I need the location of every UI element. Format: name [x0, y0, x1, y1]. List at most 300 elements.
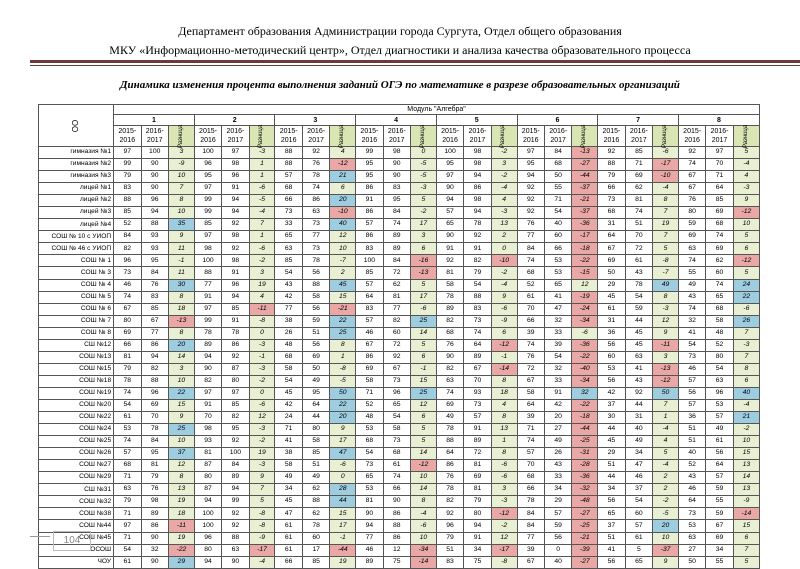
value-cell: 49: [625, 436, 652, 448]
diff-cell: -2: [491, 267, 517, 279]
value-cell: 90: [356, 508, 383, 520]
value-cell: 88: [302, 496, 329, 508]
value-cell: 41: [275, 436, 302, 448]
value-cell: 39: [517, 412, 544, 424]
diff-cell: -9: [168, 159, 194, 171]
value-cell: 69: [302, 351, 329, 363]
table-row: [39, 183, 760, 195]
value-cell: 94: [356, 520, 383, 532]
value-cell: 37: [598, 399, 625, 411]
value-cell: 71: [114, 508, 141, 520]
value-cell: 74: [383, 219, 410, 231]
value-cell: 69: [706, 532, 733, 544]
diff-header: Разница: [572, 126, 598, 147]
value-cell: 94: [194, 496, 221, 508]
value-cell: 72: [625, 243, 652, 255]
value-cell: 100: [222, 448, 249, 460]
value-cell: 52: [517, 279, 544, 291]
value-cell: 58: [517, 387, 544, 399]
value-cell: 76: [141, 279, 168, 291]
diff-cell: 7: [653, 231, 679, 243]
value-cell: 94: [222, 195, 249, 207]
value-cell: 83: [356, 243, 383, 255]
value-cell: 54: [114, 399, 141, 411]
diff-cell: -36: [572, 219, 598, 231]
value-cell: 80: [114, 315, 141, 327]
value-cell: 78: [302, 171, 329, 183]
value-cell: 73: [464, 315, 491, 327]
diff-cell: 1: [653, 412, 679, 424]
value-cell: 75: [464, 556, 491, 568]
value-cell: 99: [194, 207, 221, 219]
diff-cell: -6: [733, 303, 759, 315]
value-cell: 47: [625, 460, 652, 472]
diff-cell: 19: [653, 219, 679, 231]
value-cell: 51: [678, 424, 705, 436]
value-cell: 97: [194, 303, 221, 315]
value-cell: 57: [678, 375, 705, 387]
school-name: СОШ №29: [39, 472, 114, 484]
diff-cell: 0: [249, 327, 275, 339]
value-cell: 53: [706, 399, 733, 411]
diff-cell: -39: [572, 544, 598, 556]
value-cell: 88: [194, 267, 221, 279]
value-cell: 58: [275, 363, 302, 375]
value-cell: 84: [114, 231, 141, 243]
diff-cell: 8: [653, 291, 679, 303]
table-row: [39, 327, 760, 339]
value-cell: 92: [222, 520, 249, 532]
table-row: [39, 363, 760, 375]
value-cell: 98: [194, 243, 221, 255]
value-cell: 89: [436, 303, 463, 315]
diff-cell: 5: [653, 243, 679, 255]
diff-cell: 18: [491, 387, 517, 399]
value-cell: 80: [194, 544, 221, 556]
diff-cell: 10: [168, 207, 194, 219]
value-cell: 63: [436, 375, 463, 387]
value-cell: 90: [141, 171, 168, 183]
value-cell: 94: [436, 195, 463, 207]
value-cell: 96: [222, 171, 249, 183]
value-cell: 94: [141, 351, 168, 363]
diff-cell: -6: [653, 147, 679, 159]
diff-cell: 12: [249, 412, 275, 424]
value-cell: 30: [598, 412, 625, 424]
diff-cell: -17: [572, 231, 598, 243]
value-cell: 51: [598, 532, 625, 544]
diff-cell: 1: [330, 351, 356, 363]
diff-cell: -27: [572, 508, 598, 520]
value-cell: 73: [678, 508, 705, 520]
value-cell: 68: [706, 219, 733, 231]
value-cell: 78: [517, 496, 544, 508]
table-row: [39, 460, 760, 472]
value-cell: 61: [383, 460, 410, 472]
value-cell: 50: [544, 171, 571, 183]
value-cell: 96: [194, 532, 221, 544]
table-row: [39, 339, 760, 351]
diff-cell: -3: [491, 496, 517, 508]
value-cell: 99: [114, 159, 141, 171]
value-cell: 93: [464, 387, 491, 399]
diff-cell: 10: [410, 532, 436, 544]
value-cell: 50: [598, 267, 625, 279]
year-header: 2016-2017: [464, 126, 491, 147]
value-cell: 66: [517, 315, 544, 327]
value-cell: 79: [598, 171, 625, 183]
value-cell: 70: [194, 412, 221, 424]
school-name: СОШ № 10 с УИОП: [39, 231, 114, 243]
value-cell: 96: [141, 387, 168, 399]
value-cell: 74: [625, 207, 652, 219]
diff-cell: 0: [330, 472, 356, 484]
value-cell: 58: [356, 375, 383, 387]
value-cell: 70: [141, 412, 168, 424]
diff-cell: -2: [249, 375, 275, 387]
diff-cell: -8: [653, 255, 679, 267]
value-cell: 97: [706, 147, 733, 159]
diff-cell: 17: [330, 436, 356, 448]
school-name: СОШ № 8: [39, 327, 114, 339]
value-cell: 34: [598, 484, 625, 496]
diff-cell: 11: [168, 267, 194, 279]
diff-cell: -27: [572, 159, 598, 171]
value-cell: 37: [625, 484, 652, 496]
value-cell: 90: [383, 496, 410, 508]
diff-cell: -31: [572, 448, 598, 460]
value-cell: 77: [517, 532, 544, 544]
value-cell: 45: [625, 327, 652, 339]
value-cell: 50: [302, 363, 329, 375]
value-cell: 53: [544, 255, 571, 267]
value-cell: 27: [544, 424, 571, 436]
value-cell: 81: [383, 291, 410, 303]
value-cell: 90: [436, 231, 463, 243]
value-cell: 98: [464, 147, 491, 159]
value-cell: 86: [141, 520, 168, 532]
diff-cell: -2: [410, 207, 436, 219]
value-cell: 85: [625, 147, 652, 159]
value-cell: 29: [598, 279, 625, 291]
diff-cell: 1: [249, 159, 275, 171]
value-cell: 45: [275, 387, 302, 399]
value-cell: 91: [544, 387, 571, 399]
diff-cell: 20: [168, 339, 194, 351]
value-cell: 74: [678, 303, 705, 315]
value-cell: 92: [222, 436, 249, 448]
year-header: 2016-2017: [625, 126, 652, 147]
diff-cell: 15: [733, 448, 759, 460]
table-row: [39, 424, 760, 436]
value-cell: 60: [383, 327, 410, 339]
page-number: 104: [53, 531, 91, 551]
diff-cell: 5: [733, 231, 759, 243]
diff-cell: 8: [653, 195, 679, 207]
value-cell: 74: [517, 339, 544, 351]
diff-cell: 13: [491, 219, 517, 231]
value-cell: 96: [141, 195, 168, 207]
diff-cell: -13: [410, 267, 436, 279]
value-cell: 94: [222, 207, 249, 219]
diff-cell: 6: [733, 375, 759, 387]
value-cell: 57: [625, 520, 652, 532]
value-cell: 70: [625, 231, 652, 243]
value-cell: 65: [706, 291, 733, 303]
value-cell: 56: [678, 387, 705, 399]
value-cell: 31: [625, 412, 652, 424]
value-cell: 92: [464, 231, 491, 243]
diff-cell: -17: [249, 544, 275, 556]
value-cell: 68: [706, 303, 733, 315]
value-cell: 68: [517, 472, 544, 484]
value-cell: 57: [678, 399, 705, 411]
value-cell: 92: [302, 147, 329, 159]
value-cell: 71: [544, 195, 571, 207]
value-cell: 52: [356, 399, 383, 411]
value-cell: 47: [275, 508, 302, 520]
value-cell: 73: [383, 375, 410, 387]
diff-cell: -37: [572, 183, 598, 195]
value-cell: 90: [141, 183, 168, 195]
diff-cell: 8: [168, 327, 194, 339]
value-cell: 26: [275, 327, 302, 339]
diff-cell: 19: [168, 496, 194, 508]
value-cell: 91: [194, 399, 221, 411]
diff-cell: -6: [249, 243, 275, 255]
school-name: СОШ №26: [39, 448, 114, 460]
value-cell: 64: [678, 496, 705, 508]
task-header: 1: [114, 115, 195, 126]
value-cell: 81: [436, 267, 463, 279]
diff-cell: -6: [572, 327, 598, 339]
diff-cell: -5: [410, 159, 436, 171]
value-cell: 71: [114, 532, 141, 544]
value-cell: 49: [678, 279, 705, 291]
value-cell: 83: [464, 303, 491, 315]
value-cell: 60: [302, 532, 329, 544]
value-cell: 69: [141, 399, 168, 411]
diff-cell: 5: [249, 496, 275, 508]
diff-cell: 4: [330, 147, 356, 159]
diff-cell: -4: [249, 207, 275, 219]
value-cell: 52: [706, 339, 733, 351]
value-cell: 77: [356, 532, 383, 544]
value-cell: 90: [141, 532, 168, 544]
value-cell: 96: [706, 387, 733, 399]
diff-cell: 40: [330, 219, 356, 231]
value-cell: 78: [194, 327, 221, 339]
diff-cell: -17: [653, 159, 679, 171]
value-cell: 46: [356, 544, 383, 556]
value-cell: 57: [275, 171, 302, 183]
school-name: СОШ №45: [39, 532, 114, 544]
value-cell: 54: [625, 291, 652, 303]
value-cell: 50: [678, 556, 705, 568]
value-cell: 52: [114, 219, 141, 231]
value-cell: 40: [544, 556, 571, 568]
value-cell: 53: [598, 363, 625, 375]
value-cell: 46: [114, 279, 141, 291]
value-cell: 68: [544, 159, 571, 171]
diff-cell: 17: [330, 520, 356, 532]
value-cell: 74: [302, 183, 329, 195]
table-row: [39, 267, 760, 279]
value-cell: 86: [436, 460, 463, 472]
diff-cell: 5: [653, 448, 679, 460]
value-cell: 82: [464, 255, 491, 267]
diff-cell: 4: [653, 436, 679, 448]
value-cell: 81: [114, 351, 141, 363]
diff-cell: 15: [410, 375, 436, 387]
diff-cell: 5: [733, 147, 759, 159]
value-cell: 42: [275, 291, 302, 303]
value-cell: 56: [598, 496, 625, 508]
value-cell: 80: [678, 207, 705, 219]
value-cell: 74: [114, 291, 141, 303]
diff-cell: 15: [330, 291, 356, 303]
value-cell: 36: [598, 327, 625, 339]
diff-cell: 17: [410, 219, 436, 231]
value-cell: 43: [678, 472, 705, 484]
diff-cell: -8: [249, 315, 275, 327]
value-cell: 63: [625, 351, 652, 363]
value-cell: 86: [302, 195, 329, 207]
value-cell: 84: [222, 460, 249, 472]
diff-cell: 25: [410, 387, 436, 399]
diff-cell: 22: [733, 291, 759, 303]
value-cell: 77: [194, 279, 221, 291]
diff-cell: 8: [410, 496, 436, 508]
diff-header: Разница: [653, 126, 679, 147]
value-cell: 99: [194, 315, 221, 327]
year-header: 2015-2016: [598, 126, 625, 147]
diff-cell: -6: [330, 460, 356, 472]
year-header: 2016-2017: [302, 126, 329, 147]
diff-cell: 49: [653, 279, 679, 291]
value-cell: 85: [194, 219, 221, 231]
value-cell: 63: [114, 484, 141, 496]
diff-cell: 2: [653, 472, 679, 484]
diff-cell: -3: [249, 147, 275, 159]
value-cell: 34: [706, 544, 733, 556]
table-row: [39, 171, 760, 183]
value-cell: 57: [706, 412, 733, 424]
value-cell: 84: [517, 520, 544, 532]
value-cell: 81: [464, 460, 491, 472]
value-cell: 40: [625, 424, 652, 436]
value-cell: 90: [383, 159, 410, 171]
diff-cell: 44: [330, 496, 356, 508]
value-cell: 85: [114, 207, 141, 219]
diff-cell: -7: [653, 267, 679, 279]
table-row: [39, 472, 760, 484]
school-name: гимназия №1: [39, 147, 114, 159]
diff-cell: 21: [733, 412, 759, 424]
diff-cell: 12: [168, 460, 194, 472]
diff-cell: -16: [410, 255, 436, 267]
value-cell: 66: [598, 183, 625, 195]
diff-cell: 10: [733, 219, 759, 231]
value-cell: 69: [464, 472, 491, 484]
value-cell: 62: [302, 508, 329, 520]
value-cell: 80: [706, 351, 733, 363]
value-cell: 33: [544, 472, 571, 484]
diff-cell: 10: [330, 243, 356, 255]
diff-cell: 37: [168, 448, 194, 460]
value-cell: 94: [194, 351, 221, 363]
value-cell: 86: [356, 207, 383, 219]
diff-cell: 2: [653, 484, 679, 496]
value-cell: 97: [114, 520, 141, 532]
value-cell: 55: [678, 267, 705, 279]
value-cell: 89: [464, 351, 491, 363]
value-cell: 72: [464, 448, 491, 460]
value-cell: 44: [598, 424, 625, 436]
value-cell: 92: [222, 508, 249, 520]
value-cell: 77: [141, 327, 168, 339]
year-header: 2016-2017: [383, 126, 410, 147]
school-name: СОШ № 1: [39, 255, 114, 267]
value-cell: 89: [383, 231, 410, 243]
value-cell: 63: [678, 532, 705, 544]
diff-header: Разница: [249, 126, 275, 147]
diff-cell: -3: [653, 303, 679, 315]
diff-header: Разница: [168, 126, 194, 147]
value-cell: 85: [141, 303, 168, 315]
value-cell: 63: [302, 207, 329, 219]
value-cell: 57: [356, 279, 383, 291]
diff-cell: 19: [168, 532, 194, 544]
diff-cell: -8: [330, 363, 356, 375]
diff-cell: 5: [410, 195, 436, 207]
value-cell: 97: [517, 147, 544, 159]
value-cell: 97: [194, 231, 221, 243]
value-cell: 79: [141, 472, 168, 484]
value-cell: 88: [141, 219, 168, 231]
diff-cell: -2: [653, 496, 679, 508]
task-header: 4: [356, 115, 437, 126]
diff-cell: 7: [249, 219, 275, 231]
value-cell: 46: [678, 484, 705, 496]
value-cell: 78: [222, 327, 249, 339]
value-cell: 92: [436, 255, 463, 267]
value-cell: 85: [275, 255, 302, 267]
header-rule-thin: [30, 65, 800, 66]
school-name: лицей №2: [39, 195, 114, 207]
diff-cell: 14: [410, 448, 436, 460]
school-name: СОШ №27: [39, 460, 114, 472]
school-name: СОШ № 4: [39, 279, 114, 291]
diff-cell: 5: [733, 267, 759, 279]
value-cell: 93: [194, 436, 221, 448]
table-row: [39, 231, 760, 243]
value-cell: 82: [194, 375, 221, 387]
diff-cell: 9: [491, 291, 517, 303]
value-cell: 79: [114, 363, 141, 375]
diff-cell: -4: [733, 399, 759, 411]
diff-cell: 12: [410, 399, 436, 411]
value-cell: 61: [114, 556, 141, 568]
value-cell: 44: [625, 315, 652, 327]
value-cell: 58: [275, 460, 302, 472]
diff-cell: 18: [168, 303, 194, 315]
value-cell: 33: [544, 375, 571, 387]
value-cell: 92: [383, 351, 410, 363]
diff-cell: 29: [168, 556, 194, 568]
diff-cell: -2: [733, 424, 759, 436]
school-name: СШ №31: [39, 484, 114, 496]
